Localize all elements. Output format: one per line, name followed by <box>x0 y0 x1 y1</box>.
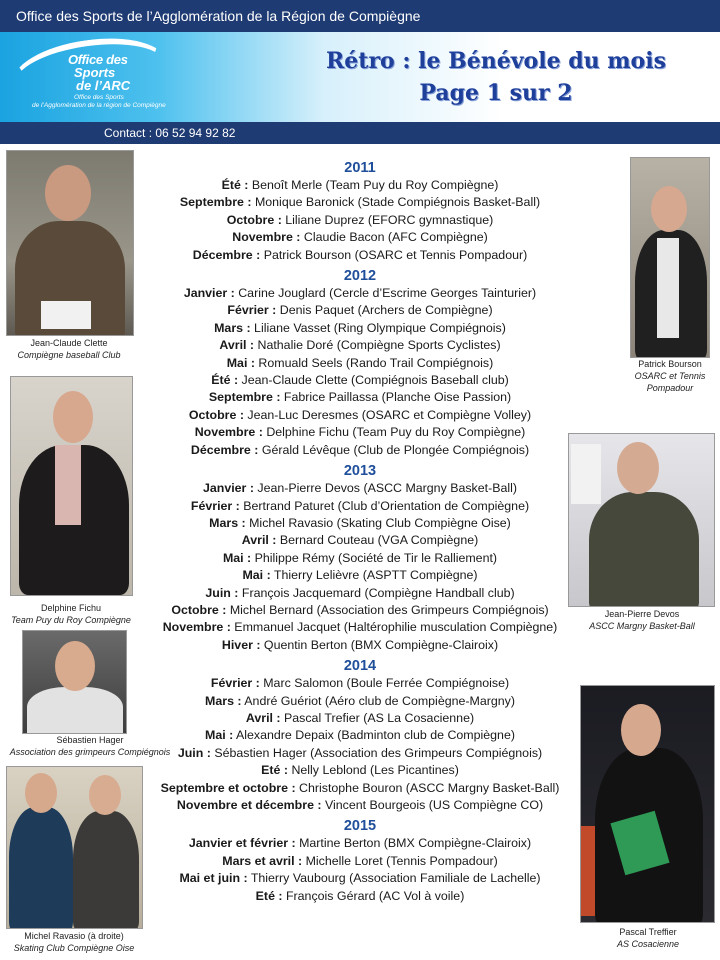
list-item <box>140 320 580 337</box>
entry-text: Denis Paquet (Archers de Compiègne) <box>276 303 493 318</box>
list-item <box>140 637 580 654</box>
list-item <box>140 745 580 762</box>
entry-month: Décembre : <box>192 247 261 262</box>
person-head <box>651 186 687 232</box>
list-item <box>140 727 580 744</box>
entry-month: Mai et juin : <box>179 871 248 886</box>
entry-text: Martine Berton (BMX Compiègne-Clairoix) <box>295 836 532 851</box>
entry-text: Vincent Bourgeois (US Compiègne CO) <box>321 798 544 812</box>
photo-jean-pierre-devos <box>568 433 715 607</box>
list-item <box>140 389 580 406</box>
list-item <box>140 194 580 211</box>
entry-month: Eté : <box>261 763 289 778</box>
org-name: Office des Sports de l’Agglomération de la Région de Compiègne <box>16 8 421 24</box>
list-item <box>140 602 580 619</box>
list-item <box>140 407 580 424</box>
caption-fichu <box>0 602 142 626</box>
person-head <box>55 641 95 691</box>
list-item <box>140 619 580 636</box>
entry-text: François Gérard (AC Vol à voile) <box>282 888 465 903</box>
entry-month: Octobre : <box>171 602 227 617</box>
person-body <box>73 811 139 929</box>
volunteer-list <box>140 156 580 905</box>
list-item <box>140 710 580 727</box>
entry-month: Novembre : <box>162 620 231 635</box>
entry-month: Septembre : <box>208 390 281 405</box>
entry-text: Jean-Luc Deresmes (OSARC et Compiègne Volley) <box>243 407 532 422</box>
entry-month: Mars : <box>205 693 242 708</box>
list-item <box>140 442 580 459</box>
entry-text: André Guériot (Aéro club de Compiègne-Margny) <box>241 693 515 708</box>
caption-name: Pascal Treffier <box>619 927 677 937</box>
caption-club: Team Puy du Roy Compiègne <box>11 615 131 625</box>
person-head <box>89 775 121 815</box>
entry-month: Mars et avril : <box>222 853 303 868</box>
person-head <box>621 704 661 756</box>
top-header-bar <box>0 0 720 32</box>
entry-month: Mai : <box>205 728 234 743</box>
entry-text: Nathalie Doré (Compiègne Sports Cyclistes) <box>254 338 501 353</box>
photo-jean-claude-clette <box>6 150 134 336</box>
caption-ravasio <box>0 930 148 954</box>
caption-name: Michel Ravasio (à droite) <box>24 931 124 941</box>
caption-name: Jean-Claude Clette <box>30 338 108 348</box>
caption-club: Association des grimpeurs Compiégnois <box>9 747 171 757</box>
list-item <box>140 550 580 567</box>
entry-text: Thierry Lelièvre (ASPTT Compiègne) <box>270 568 478 583</box>
year-heading: 2011 <box>344 160 376 176</box>
year-heading: 2014 <box>343 658 377 675</box>
entry-month: Janvier : <box>202 481 254 496</box>
entry-text: Nelly Leblond (Les Picantines) <box>288 763 459 778</box>
caption-club: AS Cosacienne <box>616 939 680 949</box>
entry-month: Hiver : <box>221 637 261 652</box>
entry-text: François Jacquemard (Compiègne Handball club) <box>238 585 515 600</box>
photo-delphine-fichu <box>10 376 133 596</box>
entry-month: Eté : <box>255 888 283 903</box>
list-item <box>140 424 580 441</box>
entry-text: Jean-Pierre Devos (ASCC Margny Basket-Ball) <box>253 481 517 496</box>
list-item <box>140 693 580 710</box>
entry-month: Septembre et octobre : <box>160 780 296 795</box>
entry-text: Alexandre Depaix (Badminton club de Compiègne) <box>233 728 515 743</box>
entry-text: Christophe Bouron (ASCC Margny Basket-Ball) <box>295 780 560 795</box>
list-item <box>140 285 580 302</box>
shirt <box>657 238 679 338</box>
entry-month: Juin : <box>205 585 239 600</box>
list-item <box>140 853 580 870</box>
list-item <box>140 585 580 602</box>
entry-text: Pascal Trefier (AS La Cosacienne) <box>280 710 475 725</box>
person-head <box>53 391 93 443</box>
entry-month: Novembre : <box>194 425 263 440</box>
entry-month: Avril : <box>219 338 255 353</box>
entry-text: Marc Salomon (Boule Ferrée Compiégnoise) <box>259 676 510 691</box>
list-item <box>140 780 580 797</box>
entry-month: Mars : <box>214 320 251 335</box>
banner-sign <box>571 444 601 504</box>
list-item <box>140 835 580 852</box>
entry-month: Mai : <box>226 355 255 370</box>
photo-patrick-bourson <box>630 157 710 358</box>
list-item <box>140 567 580 584</box>
entry-month: Septembre : <box>179 195 252 210</box>
entry-text: Gérald Lévêque (Club de Plongée Compiégnois) <box>258 442 530 457</box>
caption-name: Delphine Fichu <box>40 603 102 613</box>
contact-phone: Contact : 06 52 94 92 82 <box>104 126 236 140</box>
list-item <box>140 515 580 532</box>
entry-month: Décembre : <box>190 442 259 457</box>
entry-month: Octobre : <box>226 212 282 227</box>
list-item <box>140 247 580 264</box>
logo-line1: Office des <box>68 52 128 67</box>
list-item <box>140 372 580 389</box>
entry-month: Février : <box>227 303 277 318</box>
entry-text: Bertrand Paturet (Club d’Orientation de Compiègne) <box>239 498 530 513</box>
caption-club: Skating Club Compiègne Oise <box>13 943 135 953</box>
entry-text: Benoît Merle (Team Puy du Roy Compiègne) <box>248 178 499 192</box>
entry-text: Michel Ravasio (Skating Club Compiègne Oise) <box>245 515 511 530</box>
caption-club: Compiègne baseball Club <box>17 350 121 360</box>
list-item <box>140 302 580 319</box>
caption-name: Patrick Bourson <box>638 359 702 369</box>
entry-month: Janvier : <box>183 286 235 301</box>
list-item <box>140 675 580 692</box>
list-item <box>140 498 580 515</box>
logo-line5: de l’Agglomération de la région de Compiègne <box>32 102 166 109</box>
logo-line4: Office des Sports <box>74 94 124 101</box>
person-body <box>27 687 123 734</box>
entry-month: Juin : <box>177 745 211 760</box>
caption-name: Jean-Pierre Devos <box>604 609 680 619</box>
entry-text: Claudie Bacon (AFC Compiègne) <box>300 230 488 245</box>
entry-text: Quentin Berton (BMX Compiègne-Clairoix) <box>260 637 499 652</box>
entry-month: Avril : <box>245 710 281 725</box>
contact-bar <box>0 122 720 144</box>
entry-text: Michel Bernard (Association des Grimpeurs Compiégnois) <box>226 602 549 617</box>
list-item <box>140 888 580 905</box>
caption-club: Pompadour <box>646 383 694 393</box>
list-item <box>140 229 580 246</box>
photo-pascal-treffier <box>580 685 715 923</box>
person-head <box>25 773 57 813</box>
entry-text: Liliane Duprez (EFORC gymnastique) <box>281 212 494 227</box>
logo-line3: de l’ARC <box>76 78 131 93</box>
entry-month: Été : <box>221 178 249 192</box>
entry-month: Février : <box>210 676 260 691</box>
caption-club: OSARC et Tennis <box>634 371 706 381</box>
paper-sheet <box>41 301 91 329</box>
year-heading: 2015 <box>343 818 377 835</box>
list-item <box>140 532 580 549</box>
list-item <box>140 762 580 779</box>
entry-month: Janvier et février : <box>188 836 296 851</box>
person-head <box>45 165 91 221</box>
year-heading: 2013 <box>343 463 377 480</box>
entry-text: Thierry Vaubourg (Association Familiale de Lachelle) <box>247 871 541 886</box>
caption-bourson <box>620 358 720 394</box>
list-item <box>140 480 580 497</box>
list-item <box>140 355 580 372</box>
entry-text: Delphine Fichu (Team Puy du Roy Compiègne) <box>262 425 526 440</box>
year-heading: 2012 <box>343 268 377 285</box>
red-jacket <box>581 826 595 916</box>
page-title: Rétro : le Bénévole du mois <box>326 48 666 74</box>
entry-month: Avril : <box>241 533 277 548</box>
entry-text: Liliane Vasset (Ring Olympique Compiégnois) <box>250 320 506 335</box>
scarf <box>55 445 81 525</box>
entry-month: Mai : <box>242 568 271 583</box>
list-item <box>140 870 580 887</box>
person-body <box>9 807 73 929</box>
entry-text: Carine Jouglard (Cercle d’Escrime Georges Tainturier) <box>234 286 537 301</box>
entry-month: Novembre : <box>232 230 301 245</box>
entry-month: Novembre et décembre : <box>176 798 322 812</box>
list-item <box>140 337 580 354</box>
list-item <box>140 212 580 229</box>
photo-sebastien-hager <box>22 630 127 734</box>
caption-devos <box>568 608 716 632</box>
entry-text: Romuald Seels (Rando Trail Compiégnois) <box>254 355 494 370</box>
entry-text: Michelle Loret (Tennis Pompadour) <box>302 853 498 868</box>
page-subtitle: Page 1 sur 2 <box>419 80 573 106</box>
list-item <box>140 177 580 194</box>
entry-month: Octobre : <box>188 407 244 422</box>
caption-name: Sébastien Hager <box>56 735 124 745</box>
entry-text: Philippe Rémy (Société de Tir le Ralliement) <box>251 550 498 565</box>
entry-month: Mars : <box>209 515 246 530</box>
entry-month: Été : <box>211 373 239 388</box>
logo-line2: Sports <box>74 65 116 80</box>
entry-text: Bernard Couteau (VGA Compiègne) <box>276 533 479 548</box>
person-head <box>617 442 659 494</box>
entry-text: Jean-Claude Clette (Compiégnois Baseball club) <box>238 373 509 388</box>
person-body <box>589 492 699 607</box>
entry-text: Patrick Bourson (OSARC et Tennis Pompadour) <box>260 247 528 262</box>
caption-hager <box>0 734 180 758</box>
caption-treffier <box>580 926 716 950</box>
entry-text: Sébastien Hager (Association des Grimpeurs Compiégnois) <box>210 745 543 760</box>
osarc-logo <box>12 40 172 116</box>
caption-clette <box>0 337 138 361</box>
list-item <box>140 797 580 814</box>
photo-michel-ravasio <box>6 766 143 929</box>
entry-text: Monique Baronick (Stade Compiégnois Basket-Ball) <box>251 195 541 210</box>
entry-month: Février : <box>190 498 240 513</box>
entry-text: Emmanuel Jacquet (Haltérophilie musculation Compiègne) <box>230 620 558 635</box>
entry-month: Mai : <box>222 550 252 565</box>
entry-text: Fabrice Paillassa (Planche Oise Passion) <box>280 390 512 405</box>
caption-club: ASCC Margny Basket-Ball <box>589 621 695 631</box>
